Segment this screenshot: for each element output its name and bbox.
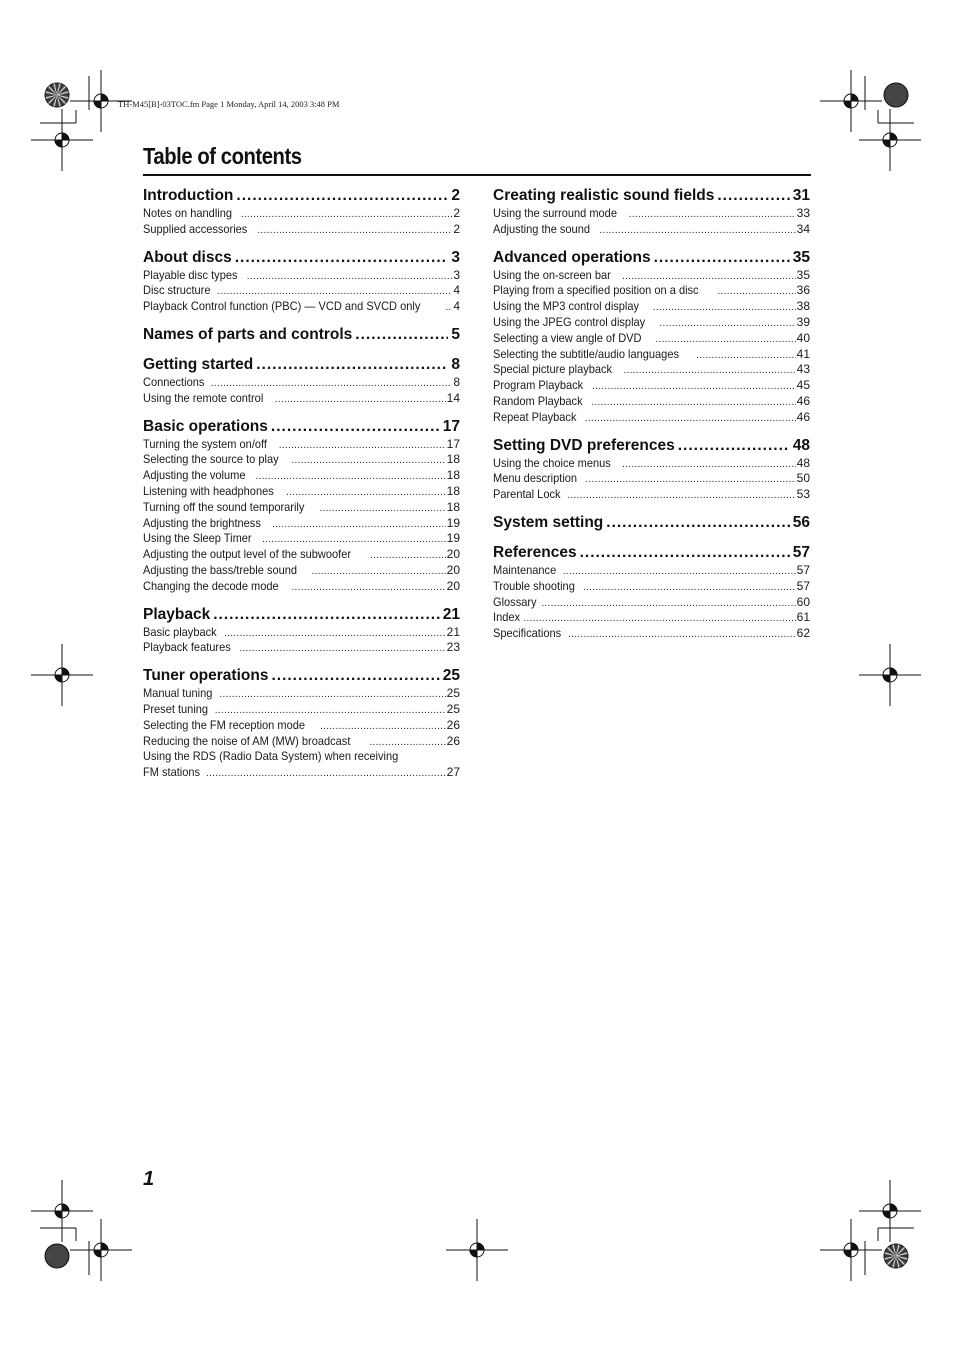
toc-entry[interactable] <box>143 531 460 547</box>
toc-entry[interactable] <box>143 484 460 500</box>
page-title: Table of contents <box>143 143 302 169</box>
entry-label: Supplied accessories <box>143 221 248 236</box>
dot-leader <box>286 485 446 500</box>
entry-label: Preset tuning <box>143 701 209 716</box>
entry-label: Playback Control function (PBC) — VCD and SVCD only <box>143 299 421 314</box>
entry-label: Menu description <box>493 471 578 486</box>
section-title: Playback <box>143 605 211 623</box>
entry-label: Turning the system on/off <box>143 436 267 451</box>
entry-page: 43 <box>796 362 810 377</box>
toc-entry[interactable] <box>143 268 460 284</box>
dot-leader <box>523 611 795 626</box>
dot-leader <box>262 532 446 547</box>
toc-section-system-setting <box>493 513 810 533</box>
entry-page: 3 <box>453 267 460 282</box>
entry-label: Using the JPEG control display <box>493 314 646 329</box>
toc-entry[interactable] <box>143 452 460 468</box>
entry-page: 4 <box>453 283 460 298</box>
crosshair-mark <box>446 1219 508 1281</box>
section-title: References <box>493 543 577 561</box>
dot-leader <box>219 687 445 702</box>
section-page: 57 <box>792 543 810 561</box>
entry-label: Glossary <box>493 594 537 609</box>
crosshair-mark <box>31 109 93 171</box>
dot-leader <box>568 627 796 642</box>
dot-leader <box>654 248 790 268</box>
dot-leader <box>629 207 796 222</box>
entry-label: Notes on handling <box>143 206 233 220</box>
entry-page: 39 <box>796 314 810 329</box>
section-page: 3 <box>451 248 460 266</box>
toc-section-heading[interactable] <box>143 325 460 345</box>
entry-page: 26 <box>446 733 460 748</box>
dot-leader <box>445 300 452 315</box>
toc-entry[interactable] <box>493 626 810 642</box>
entry-page: 46 <box>796 393 810 408</box>
dot-leader <box>591 395 795 410</box>
dot-leader <box>369 735 445 750</box>
dot-leader <box>622 269 796 284</box>
dot-leader <box>563 564 796 579</box>
section-title: Basic operations <box>143 417 268 435</box>
entry-page: 18 <box>446 483 460 498</box>
entry-page: 2 <box>453 221 460 236</box>
dot-leader <box>655 332 795 347</box>
entry-label: Turning off the sound temporarily <box>143 499 305 514</box>
entry-page: 35 <box>796 267 810 282</box>
toc-entry[interactable] <box>493 206 810 222</box>
toc-entry[interactable] <box>493 394 810 410</box>
toc-entry[interactable] <box>143 563 460 579</box>
registration-disc <box>884 1244 908 1268</box>
dot-leader <box>275 392 446 407</box>
section-title: Tuner operations <box>143 667 269 685</box>
toc-entry[interactable] <box>143 718 460 734</box>
toc-section-advanced-operations <box>493 248 810 426</box>
dot-leader <box>580 543 790 563</box>
entry-label: Adjusting the volume <box>143 468 246 483</box>
crosshair-mark <box>820 1219 882 1281</box>
entry-page: 57 <box>796 562 810 577</box>
entry-label: Playback features <box>143 640 231 655</box>
section-page: 35 <box>792 248 810 266</box>
toc-entry[interactable] <box>143 437 460 453</box>
entry-page: 20 <box>446 562 460 577</box>
entry-page: 50 <box>796 471 810 486</box>
dot-leader <box>257 223 452 238</box>
dot-leader <box>279 438 446 453</box>
crosshair-mark <box>70 1219 132 1281</box>
entry-page: 46 <box>796 409 810 424</box>
toc-entry[interactable] <box>493 347 810 363</box>
toc-section-getting-started <box>143 355 460 407</box>
section-title: About discs <box>143 248 232 266</box>
entry-page: 4 <box>453 299 460 314</box>
entry-label: Manual tuning <box>143 686 213 701</box>
section-page: 21 <box>442 605 460 623</box>
dot-leader <box>585 472 795 487</box>
dot-leader <box>235 248 449 268</box>
dot-leader <box>319 501 445 516</box>
toc-entry[interactable] <box>143 686 460 702</box>
entry-label: Reducing the noise of AM (MW) broadcast <box>143 733 351 748</box>
toc-entry[interactable] <box>493 222 810 238</box>
entry-label: Using the choice menus <box>493 455 611 470</box>
entry-label: Basic playback <box>143 624 217 639</box>
entry-label: Using the surround mode <box>493 206 617 220</box>
entry-page: 36 <box>796 283 810 298</box>
dot-leader <box>585 411 796 426</box>
toc-entry[interactable] <box>143 206 460 222</box>
dot-leader <box>696 348 795 363</box>
entry-label: Selecting the FM reception mode <box>143 717 306 732</box>
file-slug: TH-M45[B]-03TOC.fm Page 1 Monday, April 14, 2003 3:48 PM <box>118 99 340 109</box>
crosshair-mark <box>31 1180 93 1242</box>
entry-page: 53 <box>796 487 810 502</box>
entry-page: 14 <box>446 390 460 405</box>
entry-page: 34 <box>796 221 810 236</box>
entry-label: Random Playback <box>493 393 583 408</box>
crosshair-mark <box>859 109 921 171</box>
entry-page: 18 <box>446 452 460 467</box>
entry-label: Connections <box>143 374 205 389</box>
entry-page: 40 <box>796 330 810 345</box>
dot-leader <box>271 417 440 437</box>
section-title: System setting <box>493 513 604 531</box>
entry-page: 62 <box>796 626 810 641</box>
entry-label: Program Playback <box>493 378 584 393</box>
toc-section-heading[interactable] <box>143 417 460 437</box>
toc-entry[interactable] <box>143 547 460 563</box>
dot-leader <box>236 186 448 206</box>
entry-page: 48 <box>796 455 810 470</box>
section-title: Setting DVD preferences <box>493 436 675 454</box>
toc-section-heading[interactable] <box>143 666 460 686</box>
dot-leader <box>370 548 445 563</box>
entry-page: 26 <box>446 717 460 732</box>
entry-page: 61 <box>796 610 810 625</box>
toc-entry[interactable] <box>493 331 810 347</box>
toc-section-heading[interactable] <box>143 355 460 375</box>
entry-page: 57 <box>796 578 810 593</box>
crosshair-mark <box>859 644 921 706</box>
entry-label: Maintenance <box>493 562 557 577</box>
toc-entry[interactable] <box>143 579 460 595</box>
section-page: 17 <box>442 417 460 435</box>
dot-leader <box>541 596 795 611</box>
entry-page: 17 <box>446 436 460 451</box>
entry-page: 2 <box>453 206 460 220</box>
crosshair-mark <box>31 644 93 706</box>
dot-leader <box>256 355 448 375</box>
entry-label: Parental Lock <box>493 487 561 502</box>
toc-section-heading[interactable] <box>493 513 810 533</box>
dot-leader <box>247 269 453 284</box>
toc-entry[interactable] <box>143 375 460 391</box>
entry-label: Repeat Playback <box>493 409 577 424</box>
section-page: 8 <box>451 355 460 373</box>
toc-section-heading[interactable] <box>143 186 460 206</box>
toc-entry[interactable] <box>493 563 810 579</box>
toc-entry[interactable] <box>143 283 460 299</box>
section-page: 5 <box>451 325 460 343</box>
toc-entry[interactable] <box>143 391 460 407</box>
toc-section-about-discs <box>143 248 460 315</box>
toc-entry[interactable] <box>143 765 460 781</box>
toc-entry[interactable] <box>143 749 460 765</box>
section-page: 25 <box>442 667 460 685</box>
toc-section-heading[interactable] <box>493 436 810 456</box>
dot-leader <box>717 284 795 299</box>
dot-leader <box>211 376 453 391</box>
entry-label: Trouble shooting <box>493 578 575 593</box>
dot-leader <box>622 457 796 472</box>
section-title: Names of parts and controls <box>143 325 353 343</box>
dot-leader <box>213 605 440 625</box>
dot-leader <box>311 564 445 579</box>
entry-label: Using the MP3 control display <box>493 299 640 314</box>
toc-section-heading[interactable] <box>493 186 810 206</box>
entry-label: Using the RDS (Radio Data System) when receiving <box>143 749 399 764</box>
entry-page: 41 <box>796 346 810 361</box>
dot-leader <box>623 363 795 378</box>
toc-section-tuner-operations <box>143 666 460 781</box>
toc-section-creating-realistic-sound-fields <box>493 186 810 238</box>
entry-label: Playing from a specified position on a disc <box>493 283 699 298</box>
toc-section-heading[interactable] <box>143 248 460 268</box>
toc-entry[interactable] <box>493 362 810 378</box>
entry-label: Selecting the subtitle/audio languages <box>493 346 679 361</box>
toc-entry[interactable] <box>493 595 810 611</box>
toc-entry[interactable] <box>143 222 460 238</box>
toc-entry[interactable] <box>143 468 460 484</box>
entry-label: Index <box>493 610 521 625</box>
entry-label: Using the remote control <box>143 390 264 405</box>
entry-label: Adjusting the brightness <box>143 515 261 530</box>
toc-entry[interactable] <box>493 471 810 487</box>
toc-column-left <box>143 186 460 791</box>
toc-entry[interactable] <box>493 487 810 503</box>
entry-label: Using the on-screen bar <box>493 267 611 282</box>
dot-leader <box>272 517 446 532</box>
crosshair-mark <box>859 1180 921 1242</box>
toc-entry[interactable] <box>143 734 460 750</box>
dot-leader <box>659 316 795 331</box>
toc-entry[interactable] <box>493 315 810 331</box>
toc-entry[interactable] <box>493 283 810 299</box>
entry-page: 21 <box>446 624 460 639</box>
dot-leader <box>599 223 795 238</box>
entry-page: 38 <box>796 299 810 314</box>
entry-page: 23 <box>446 640 460 655</box>
dot-leader <box>241 207 453 222</box>
dot-leader <box>592 379 796 394</box>
toc-entry[interactable] <box>143 516 460 532</box>
dot-leader <box>239 641 445 656</box>
toc-entry[interactable] <box>143 640 460 656</box>
entry-page: 45 <box>796 378 810 393</box>
entry-label: Using the Sleep Timer <box>143 531 252 546</box>
section-title: Advanced operations <box>493 248 651 266</box>
dot-leader <box>206 766 446 781</box>
registration-disc <box>45 1244 69 1268</box>
entry-label: Playable disc types <box>143 267 238 282</box>
dot-leader <box>217 284 452 299</box>
section-page: 56 <box>792 513 810 531</box>
toc-entry[interactable] <box>493 299 810 315</box>
toc-entry[interactable] <box>143 625 460 641</box>
toc-entry[interactable] <box>143 299 460 315</box>
toc-entry[interactable] <box>493 579 810 595</box>
dot-leader <box>215 703 446 718</box>
entry-page: 18 <box>446 499 460 514</box>
toc-entry[interactable] <box>143 500 460 516</box>
toc-section-playback <box>143 605 460 657</box>
toc-entry[interactable] <box>493 410 810 426</box>
entry-page: 18 <box>446 468 460 483</box>
toc-section-basic-operations <box>143 417 460 595</box>
dot-leader <box>717 186 789 206</box>
entry-page: 19 <box>446 531 460 546</box>
toc-section-heading[interactable] <box>493 248 810 268</box>
toc-entry[interactable] <box>143 702 460 718</box>
dot-leader <box>678 436 790 456</box>
section-title: Introduction <box>143 187 234 204</box>
toc-entry[interactable] <box>493 268 810 284</box>
section-title: Getting started <box>143 355 254 373</box>
dot-leader <box>606 513 789 533</box>
title-rule <box>143 174 811 176</box>
toc-entry[interactable] <box>493 610 810 626</box>
section-title: Creating realistic sound fields <box>493 187 715 204</box>
registration-disc <box>884 83 908 107</box>
dot-leader <box>291 453 445 468</box>
section-page: 48 <box>792 436 810 454</box>
toc-entry[interactable] <box>493 456 810 472</box>
toc-entry[interactable] <box>493 378 810 394</box>
entry-page: 19 <box>446 515 460 530</box>
entry-label: Adjusting the bass/treble sound <box>143 562 298 577</box>
toc-section-heading[interactable] <box>143 605 460 625</box>
entry-label: Special picture playback <box>493 362 613 377</box>
entry-page: 60 <box>796 594 810 609</box>
entry-label: FM stations <box>143 765 201 780</box>
entry-label: Specifications <box>493 626 562 641</box>
dot-leader <box>567 488 795 503</box>
entry-label: Disc structure <box>143 283 211 298</box>
entry-page: 20 <box>446 578 460 593</box>
toc-section-references <box>493 543 810 642</box>
entry-label: Selecting a view angle of DVD <box>493 330 642 345</box>
dot-leader <box>653 300 796 315</box>
toc-column-right <box>493 186 810 652</box>
entry-label: Adjusting the output level of the subwoofer <box>143 547 352 562</box>
dot-leader <box>355 325 448 345</box>
registration-disc <box>45 83 69 107</box>
toc-section-names-of-parts-and-controls <box>143 325 460 345</box>
entry-label: Adjusting the sound <box>493 221 590 236</box>
entry-label: Selecting the source to play <box>143 452 279 467</box>
entry-page: 27 <box>446 765 460 780</box>
entry-page: 20 <box>446 547 460 562</box>
section-page: 2 <box>451 187 460 204</box>
entry-label: Changing the decode mode <box>143 578 279 593</box>
dot-leader <box>583 580 796 595</box>
entry-page: 33 <box>796 206 810 220</box>
toc-section-introduction <box>143 186 460 238</box>
entry-page: 25 <box>446 686 460 701</box>
dot-leader <box>291 580 445 595</box>
dot-leader <box>271 666 439 686</box>
page-number: 1 <box>143 1168 155 1190</box>
entry-page: 8 <box>453 374 460 389</box>
toc-section-heading[interactable] <box>493 543 810 563</box>
dot-leader <box>320 719 446 734</box>
entry-page: 25 <box>446 701 460 716</box>
entry-label: Listening with headphones <box>143 483 274 498</box>
section-page: 31 <box>792 187 810 204</box>
toc-section-setting-dvd-preferences <box>493 436 810 503</box>
crosshair-mark <box>820 70 882 132</box>
dot-leader <box>224 626 446 641</box>
dot-leader <box>255 469 445 484</box>
